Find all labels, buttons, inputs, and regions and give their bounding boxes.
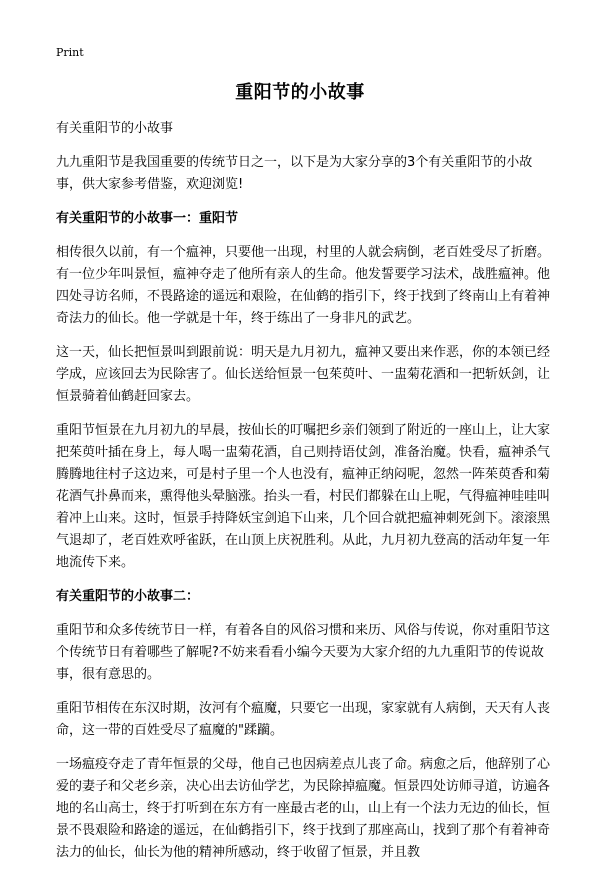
article-body <box>56 118 558 876</box>
story1-paragraph: 这一天，仙长把恒景叫到跟前说：明天是九月初九，瘟神又要出来作恶，你的本领已经学成，应该回去为民除害了。仙长送给恒景一包茱萸叶、一盅菊花酒和一把斩妖剑，让恒景骑着仙鹤赶回家去。 <box>56 345 551 404</box>
article-subtitle: 有关重阳节的小故事 <box>56 121 174 136</box>
story1-heading: 有关重阳节的小故事一：重阳节 <box>56 211 239 226</box>
story1-paragraph: 相传很久以前，有一个瘟神，只要他一出现，村里的人就会病倒，老百姓受尽了折磨。有一位少年叫景恒，瘟神夺走了他所有亲人的生命。他发誓要学习法术，战胜瘟神。他四处寻访名师，不畏路途的遥远和艰险，在仙鹤的指引下，终于找到了终南山上有着神奇法力的仙长。他一学就是十年，终于练出了一身非凡的武艺。 <box>56 245 551 326</box>
intro-paragraph: 九九重阳节是我国重要的传统节日之一，以下是为大家分享的3个有关重阳节的小故事，供大家参考借鉴，欢迎浏览! <box>56 155 533 192</box>
story2-heading: 有关重阳节的小故事二： <box>56 589 200 604</box>
print-link[interactable]: Print <box>56 46 84 59</box>
story2-paragraph: 一场瘟疫夺走了青年恒景的父母，他自己也因病差点儿丧了命。病愈之后，他辞别了心爱的妻子和父老乡亲，决心出去访仙学艺，为民除掉瘟魔。恒景四处访师寻道，访遍各地的名山高士，终于打听到在东方有一座最古老的山，山上有一个法力无边的仙长，恒景不畏艰险和路途的遥远，在仙鹤指引下，终于找到了那座高山，找到了那个有着神奇法力的仙长，仙长为他的精神所感动，终于收留了恒景，并且教 <box>56 757 551 860</box>
story2-paragraph: 重阳节相传在东汉时期，汝河有个瘟魔，只要它一出现，家家就有人病倒，天天有人丧命，这一带的百姓受尽了瘟魔的"蹂躏。 <box>56 701 551 738</box>
page-title: 重阳节的小故事 <box>235 82 365 103</box>
story1-paragraph: 重阳节恒景在九月初九的早晨，按仙长的叮嘱把乡亲们领到了附近的一座山上，让大家把茱萸叶插在身上，每人喝一盅菊花酒，自己则持语仗剑，准备治魔。快看，瘟神杀气腾腾地往村子这边来，可是村子里一个人也没有，瘟神正纳闷呢，忽然一阵茱萸香和菊花酒气扑鼻而来，熏得他头晕脑涨。抬头一看，村民们都躲在山上呢，气得瘟神哇哇叫着冲上山来。这时，恒景手持降妖宝剑追下山来，几个回合就把瘟神刺死剑下。滚滚黑气退却了，老百姓欢呼雀跃，在山顶上庆祝胜利。从此，九月初九登高的活动年复一年地流传下来。 <box>56 423 551 570</box>
story2-paragraph: 重阳节和众多传统节日一样，有着各自的风俗习惯和来历、风俗与传说，你对重阳节这个传统节日有着哪些了解呢?不妨来看看小编今天要为大家介绍的九九重阳节的传说故事，很有意思的。 <box>56 623 551 682</box>
